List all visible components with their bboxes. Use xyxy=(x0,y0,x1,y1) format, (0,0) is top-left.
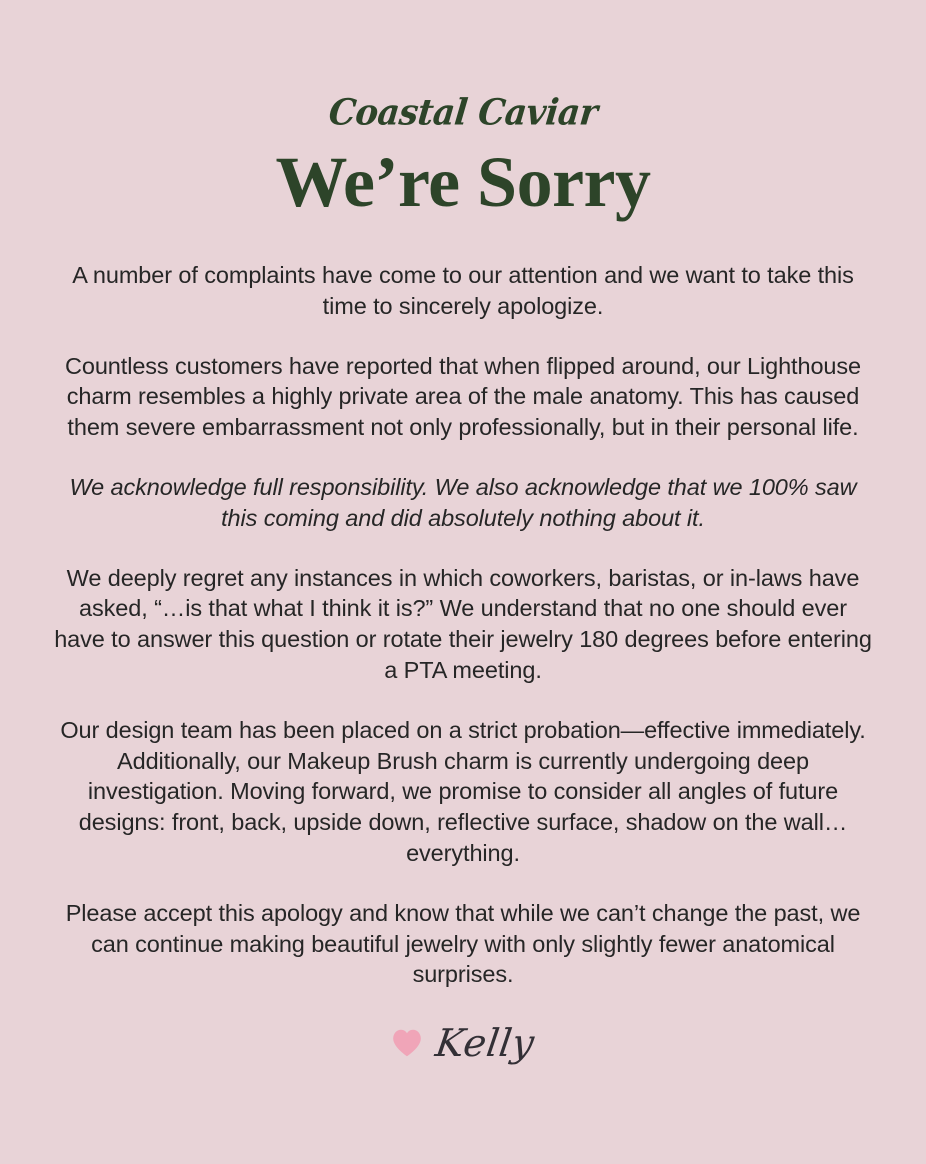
paragraph-1: A number of complaints have come to our attention and we want to take this time to sincerely apologize. xyxy=(72,262,854,319)
brand-logo: Coastal Caviar xyxy=(326,91,600,135)
paragraph-6: Please accept this apology and know that while we can’t change the past, we can continue making beautiful jewelry with only slightly fewer anatomical surprises. xyxy=(65,899,861,988)
paragraph-2: Countless customers have reported that when flipped around, our Lighthouse charm resembles a highly private area of the male anatomy. This has caused them severe embarrassment not only professionally, but in their personal life. xyxy=(64,352,862,441)
apology-body xyxy=(51,260,875,990)
signature-name: Kelly xyxy=(432,1021,538,1066)
paragraph-5: Our design team has been placed on a strict probation—effective immediately. Additionally, our Makeup Brush charm is currently undergoing deep investigation. Moving forward, we promise to consider all angles of future designs: front, back, upside down, reflective surface, shadow on the wall… everything. xyxy=(60,716,866,866)
heart-icon xyxy=(392,1029,422,1057)
paragraph-3-emphasis: We acknowledge full responsibility. We also acknowledge that we 100% saw this coming and did absolutely nothing about it. xyxy=(69,473,857,531)
signature-block xyxy=(392,1021,538,1066)
paragraph-4: We deeply regret any instances in which coworkers, baristas, or in-laws have asked, “…is that what I think it is?” We understand that no one should ever have to answer this question or rotate their jewelry 180 degrees before entering a PTA meeting. xyxy=(54,564,872,683)
page-title: We’re Sorry xyxy=(275,142,651,222)
